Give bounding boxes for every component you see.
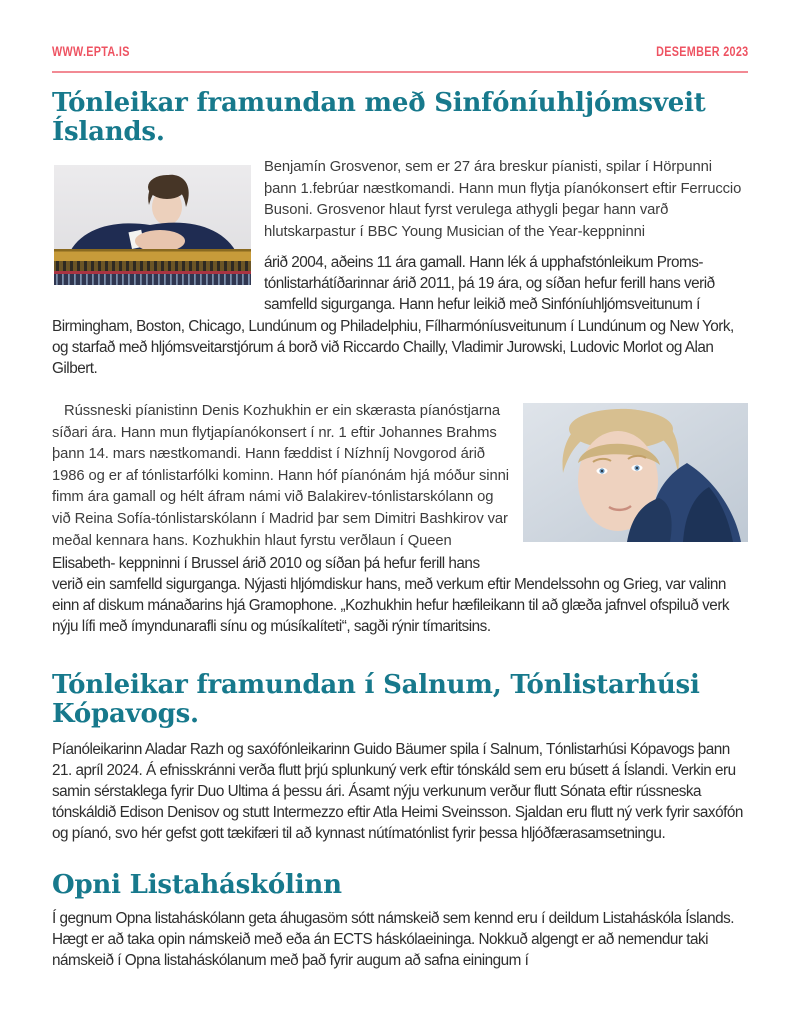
lhi-paragraph: Í gegnum Opna listaháskólann geta áhugasöm sótt námskeið sem kennd eru í deildum Listaháskóla Íslands. Hægt er að taka opin námskeið með eða án ECTS háskólaeininga. Nokkuð algengt er að nemendur taki námskeið í Opna listaháskólanum með það fyrir augum að safna einingum í bbox=[52, 909, 734, 969]
headline-lhi: Opni Listaháskólinn bbox=[52, 869, 342, 900]
grosvenor-piano-photo bbox=[54, 165, 251, 285]
salurinn-paragraph: Píanóleikarinn Aladar Razh og saxófónleikarinn Guido Bäumer spila í Salnum, Tónlistarhúsi Kópavogs þann 21. apríl 2024. Á efnisskránni verða flutt þrjú splunkuný verk eftir tónskáld sem eru búsett á Íslandi. Verkin eru samin sérstaklega fyrir Duo Ultima á þessu ári. Ásamt nýju verkunum verður flutt Sónata eftir rússneska tónskáldið Edison Denisov og stutt Intermezzo eftir Atla Heimi Sveinsson. Sjaldan eru flutt ný verk fyrir saxófón og píanó, svo hér gefst gott tækifæri til að kynnast nútímatónlist fyrir þessa hljóðfærasamsetningu. bbox=[52, 740, 743, 843]
article-symphony bbox=[52, 157, 748, 388]
headline-salurinn: Tónleikar framundan í Salnum, Tónlistarhúsi Kópavogs. bbox=[52, 669, 700, 729]
masthead-rule bbox=[52, 71, 748, 73]
symphony-paragraph-1: Benjamín Grosvenor, sem er 27 ára breskur píanisti, spilar í Hörpunni þann 1.febrúar næstkomandi. Hann mun flytja píanókonsert eftir Ferruccio Busoni. Grosvenor hlaut fyrst verulega athygli þegar hann varð hlutskarpastur í BBC Young Musician of the Year-keppninni bbox=[264, 159, 742, 240]
issue-date: DESEMBER 2023 bbox=[655, 44, 748, 59]
masthead bbox=[52, 44, 748, 59]
site-url: WWW.EPTA.IS bbox=[52, 44, 130, 59]
kozhukhin-text-regular: Rússneski píanistinn Denis Kozhukhin er ein skærasta píanóstjarna síðari ára. Hann mun flytjapíanókonsert í nr. 1 eftir Johannes Brahms þann 14. mars næstkomandi. Hann fæddist í Nízhníj Novgorod árið 1986 og er af tónlistarfólki kominn. Hann hóf píanónám hjá móður sinni fimm ára gamall og hélt áfram námi við Balakirev-tónlistarskólann og við Reina Sofía-tónlistarskólann í Madrid þar sem Dimitri Bashkirov var meðal kennara hans. Kozhukhin hlaut fyrstu verðlaun í Queen bbox=[52, 403, 509, 550]
kozhukhin-text-condensed: Elisabeth- keppninni í Brussel árið 2010 og síðan þá hefur ferill hans verið ein samfelld sigurganga. Nýjasti hljómdiskur hans, með verkum eftir Mendelssohn og Grieg, var valinn einn af diskum mánaðarins hjá Gramophone. „Kozhukhin hefur hæfileikann til að glæða jafnvel ofspiluð verk nýju lífi með ímyndunarafli sínu og músíkalíteti“, sagði rýnir tímaritsins. bbox=[52, 554, 730, 636]
kozhukhin-portrait-photo bbox=[523, 403, 748, 542]
article-kozhukhin bbox=[52, 401, 748, 646]
headline-symphony: Tónleikar framundan með Sinfóníuhljómsveit Íslands. bbox=[52, 88, 706, 147]
symphony-paragraph-2: árið 2004, aðeins 11 ára gamall. Hann lék á upphafstónleikum Proms-tónlistarhátíðarinnar árið 2011, þá 19 ára, og síðan hefur ferill hans verið samfelld sigurganga. Hann hefur leikið með Sinfóníuhljómsveitunum í Birmingham, Boston, Chicago, Lundúnum og Philadelphiu, Fílharmóníusveitunum í Lundúnum og New York, og starfað með hljómsveitarstjórum á borð við Riccardo Chailly, Vladimir Jurowski, Ludovic Morlot og Alan Gilbert. bbox=[52, 254, 734, 378]
